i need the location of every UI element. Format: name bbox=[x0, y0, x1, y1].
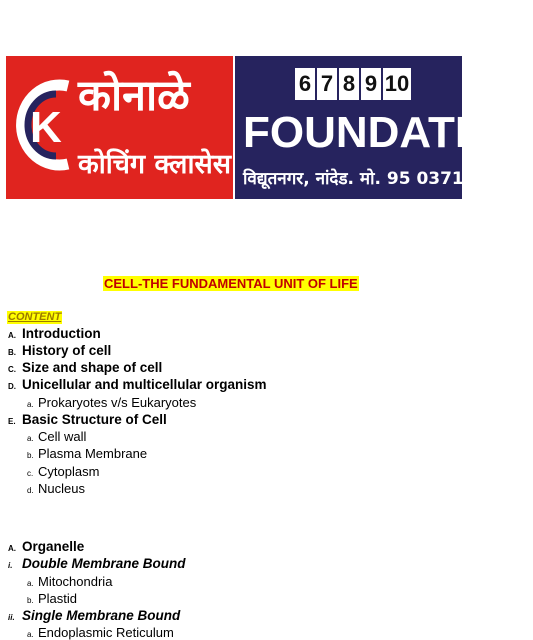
list-item-text: History of cell bbox=[22, 343, 112, 358]
list-marker: i. bbox=[8, 561, 13, 570]
list-item-text: Double Membrane Bound bbox=[22, 556, 186, 571]
foundation-panel bbox=[235, 56, 533, 199]
grade-box: 6 bbox=[295, 68, 315, 100]
grade-box: 8 bbox=[339, 68, 359, 100]
list-subitem bbox=[27, 429, 86, 444]
content-label: CONTENT bbox=[8, 311, 62, 323]
list-marker: a. bbox=[27, 434, 34, 443]
list-item-text: Nucleus bbox=[38, 481, 85, 496]
logo-letter: K bbox=[30, 103, 62, 152]
list-item bbox=[8, 343, 111, 358]
list-item-text: Basic Structure of Cell bbox=[22, 412, 167, 427]
list-item-text: Mitochondria bbox=[38, 574, 113, 589]
brand-name: कोनाळे bbox=[78, 71, 190, 121]
grade-box: 7 bbox=[317, 68, 337, 100]
list-item-text: Endoplasmic Reticulum bbox=[38, 625, 174, 640]
list-item bbox=[8, 377, 267, 392]
brand-subtitle: कोचिंग क्लासेस bbox=[78, 149, 231, 180]
grade-box: 9 bbox=[361, 68, 381, 100]
document-title: CELL-THE FUNDAMENTAL UNIT OF LIFE bbox=[104, 276, 358, 291]
list-item bbox=[8, 326, 101, 341]
list-item bbox=[8, 539, 84, 554]
list-marker: a. bbox=[27, 400, 34, 409]
list-item-text: Organelle bbox=[22, 539, 85, 554]
list-item bbox=[8, 412, 167, 427]
list-marker: b. bbox=[27, 451, 34, 460]
list-marker: D. bbox=[8, 382, 16, 391]
list-item-text: Plasma Membrane bbox=[38, 446, 148, 461]
list-marker: B. bbox=[8, 348, 16, 357]
grade-list bbox=[295, 68, 411, 100]
brand-panel bbox=[6, 56, 233, 199]
list-item bbox=[8, 556, 186, 571]
list-marker: d. bbox=[27, 486, 34, 495]
list-item-text: Size and shape of cell bbox=[22, 360, 163, 375]
list-marker: C. bbox=[8, 365, 16, 374]
grade-box: 10 bbox=[383, 68, 411, 100]
header-banner bbox=[6, 56, 533, 199]
foundation-heading: FOUNDATION bbox=[243, 108, 533, 157]
list-item-text: Prokaryotes v/s Eukaryotes bbox=[38, 395, 197, 410]
list-marker: a. bbox=[27, 630, 34, 639]
list-marker: ii. bbox=[8, 613, 15, 622]
list-item-text: Unicellular and multicellular organism bbox=[22, 377, 267, 392]
list-subitem bbox=[27, 481, 85, 496]
list-subitem bbox=[27, 464, 99, 479]
list-subitem bbox=[27, 625, 174, 640]
address-contact: विद्यूतनगर, नांदेड. मो. 95 0371 1547 bbox=[243, 169, 517, 189]
list-item-text: Plastid bbox=[38, 591, 78, 606]
list-marker: b. bbox=[27, 596, 34, 605]
list-item-text: Introduction bbox=[22, 326, 101, 341]
list-marker: a. bbox=[27, 579, 34, 588]
coaching-logo bbox=[10, 66, 72, 184]
list-item-text: Single Membrane Bound bbox=[22, 608, 181, 623]
list-item bbox=[8, 360, 162, 375]
list-item-text: Cytoplasm bbox=[38, 464, 100, 479]
list-item bbox=[8, 608, 180, 623]
list-marker: A. bbox=[8, 544, 16, 553]
list-subitem bbox=[27, 395, 196, 410]
list-marker: c. bbox=[27, 469, 34, 478]
list-subitem bbox=[27, 574, 112, 589]
list-subitem bbox=[27, 591, 77, 606]
list-item-text: Cell wall bbox=[38, 429, 87, 444]
list-subitem bbox=[27, 446, 147, 461]
list-marker: A. bbox=[8, 331, 16, 340]
list-marker: E. bbox=[8, 417, 16, 426]
